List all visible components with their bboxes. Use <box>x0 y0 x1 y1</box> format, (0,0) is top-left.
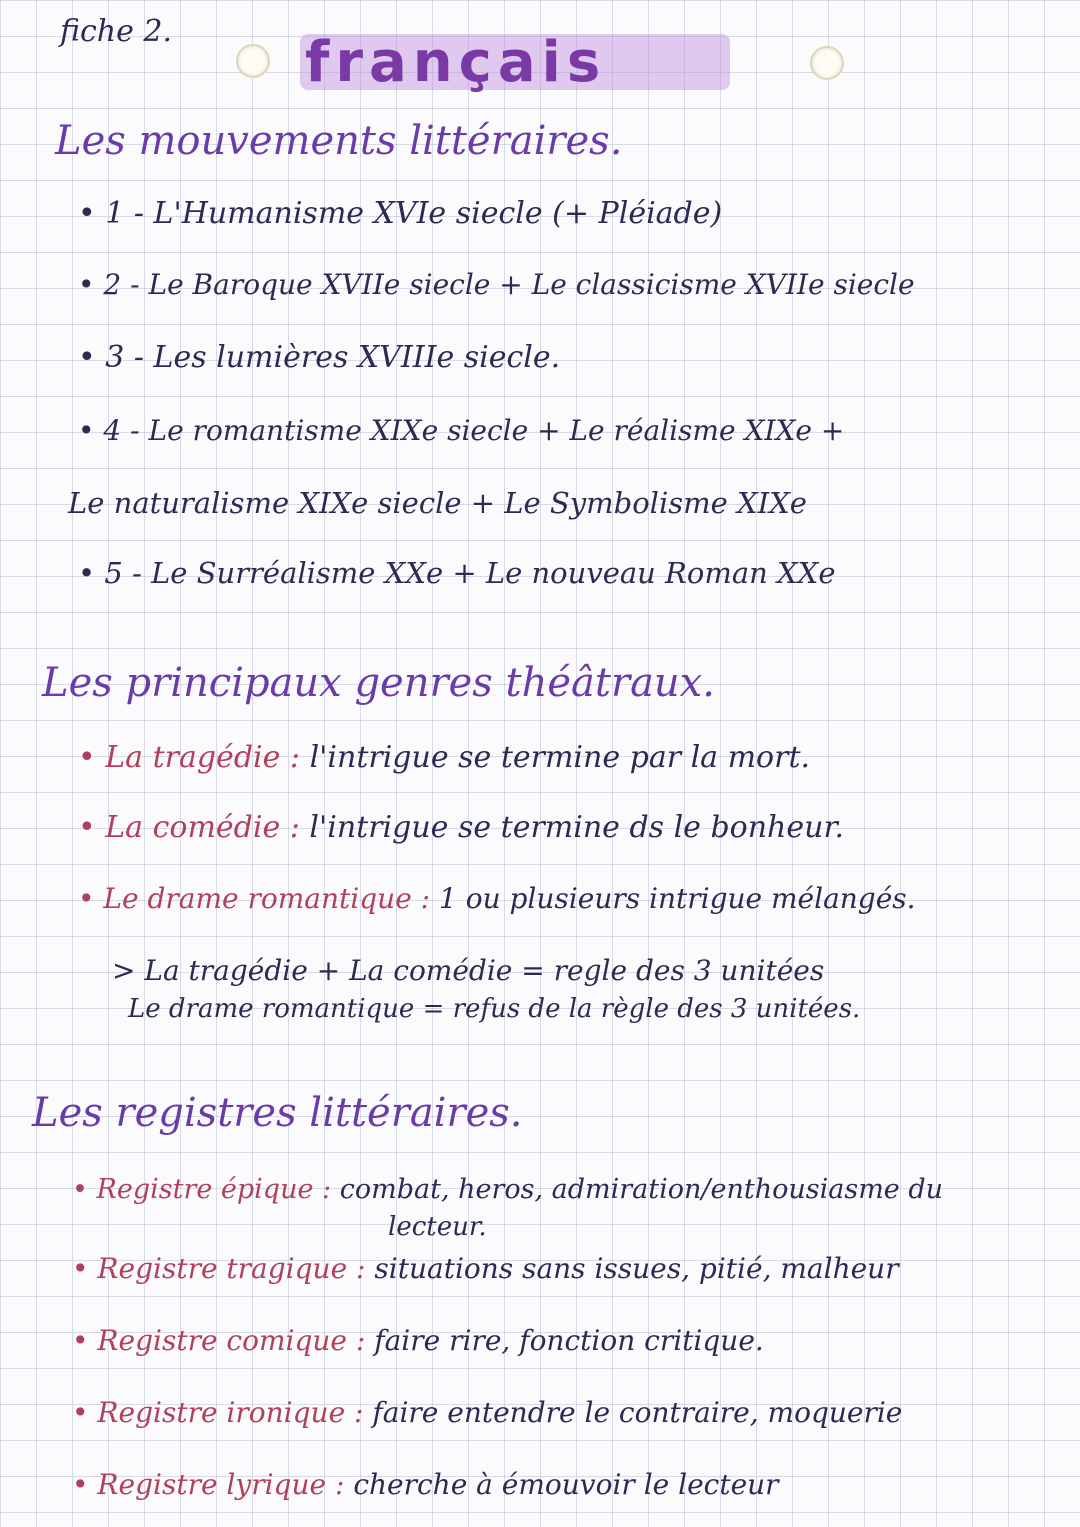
registre-text: situations sans issues, pitié, malheur <box>374 1252 899 1285</box>
genre-drame <box>78 882 916 915</box>
heading-mouvements: Les mouvements littéraires. <box>55 118 623 164</box>
registre-text: faire rire, fonction critique. <box>374 1324 764 1357</box>
registre-comique <box>72 1324 764 1357</box>
registre-text: faire entendre le contraire, moquerie <box>372 1396 903 1429</box>
fiche-number: fiche 2. <box>60 14 173 49</box>
heading-genres: Les principaux genres théâtraux. <box>42 660 715 706</box>
registre-epique-cont: lecteur. <box>388 1212 487 1242</box>
registre-tragique <box>72 1252 899 1285</box>
binder-hole-left <box>236 44 270 78</box>
mouvement-item-2: • 2 - Le Baroque XVIIe siecle + Le classicisme XVIIe siecle <box>78 268 915 301</box>
genre-text: l'intrigue se termine par la mort. <box>309 740 811 775</box>
registre-label: • Registre comique : <box>72 1324 366 1357</box>
mouvement-item-4-cont: Le naturalisme XIXe siecle + Le Symbolisme XIXe <box>68 486 807 520</box>
mouvement-item-5: • 5 - Le Surréalisme XXe + Le nouveau Roman XXe <box>78 556 836 590</box>
heading-registres: Les registres littéraires. <box>32 1090 523 1136</box>
genre-label: • Le drame romantique : <box>78 882 431 915</box>
mouvement-item-3: • 3 - Les lumières XVIIIe siecle. <box>78 340 561 375</box>
genre-comedie <box>78 810 844 845</box>
mouvement-item-1: • 1 - L'Humanisme XVIe siecle (+ Pléiade) <box>78 196 723 231</box>
mouvement-item-4: • 4 - Le romantisme XIXe siecle + Le réalisme XIXe + <box>78 414 845 447</box>
genre-text: 1 ou plusieurs intrigue mélangés. <box>439 882 916 915</box>
registre-label: • Registre ironique : <box>72 1396 364 1429</box>
genre-note-2: Le drame romantique = refus de la règle des 3 unitées. <box>128 994 861 1024</box>
registre-epique <box>72 1174 943 1205</box>
registre-lyrique <box>72 1468 779 1501</box>
registre-label: • Registre épique : <box>72 1174 332 1205</box>
page-title: français <box>305 30 607 95</box>
genre-tragedie <box>78 740 810 775</box>
genre-text: l'intrigue se termine ds le bonheur. <box>309 810 845 845</box>
registre-text: cherche à émouvoir le lecteur <box>353 1468 779 1501</box>
registre-label: • Registre tragique : <box>72 1252 366 1285</box>
genre-note-1: > La tragédie + La comédie = regle des 3 unitées <box>112 954 825 987</box>
registre-ironique <box>72 1396 902 1429</box>
registre-label: • Registre lyrique : <box>72 1468 345 1501</box>
registre-text: combat, heros, admiration/enthousiasme du <box>339 1174 944 1205</box>
genre-label: • La tragédie : <box>78 740 301 775</box>
binder-hole-right <box>810 46 844 80</box>
genre-label: • La comédie : <box>78 810 300 845</box>
